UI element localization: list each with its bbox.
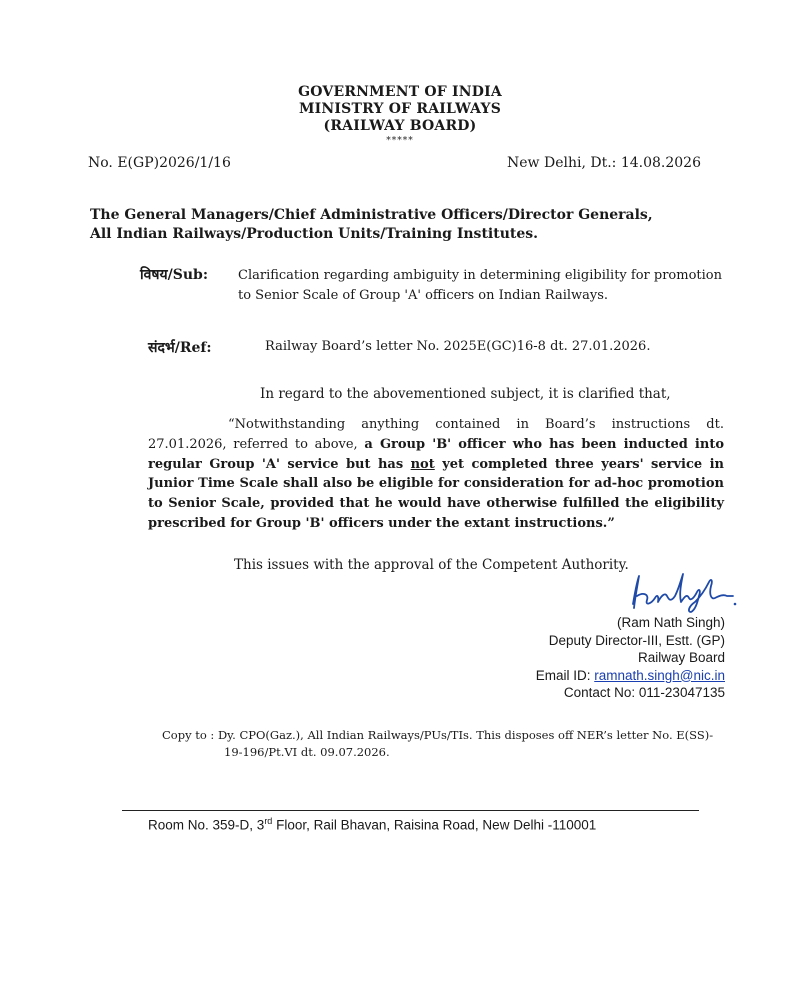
copy-to [162,727,772,761]
footer-sup: rd [264,816,273,826]
footer-part-2: Floor, Rail Bhavan, Raisina Road, New Delhi -110001 [272,817,597,833]
handwritten-signature [625,566,745,616]
copy-to-line-2: 19-196/Pt.VI dt. 09.07.2026. [224,745,390,759]
footer-address [148,816,596,833]
place-date: New Delhi, Dt.: 14.08.2026 [507,155,701,171]
signatory-name: (Ram Nath Singh) [616,615,725,630]
subject-text: Clarification regarding ambiguity in determining eligibility for promotion to Senior Scale of Group 'A' officers on Indian Railways. [238,268,722,303]
signatory-contact: Contact No: 011-23047135 [563,685,725,700]
quote-text-plain: “Notwithstanding anything contained in Board’s instructions dt. 27.01.2026, referred to above, [148,417,724,452]
footer-divider [122,810,699,811]
header-government: GOVERNMENT OF INDIA [298,84,502,100]
letter-number: No. E(GP)2026/1/16 [88,155,231,171]
signatory-designation: Deputy Director-III, Estt. (GP) [548,632,725,648]
signatory-email-row [536,667,725,685]
approval-line: This issues with the approval of the Competent Authority. [234,557,629,573]
quote-text-not: not [410,456,435,472]
intro-paragraph: In regard to the abovementioned subject, it is clarified that, [260,386,671,402]
header-board: (RAILWAY BOARD) [323,118,477,134]
reference-label: संदर्भ/Ref: [148,340,212,356]
signatory-office: Railway Board [637,650,725,665]
quote-text-bold-1: a Group 'B' officer who has been inducted into regular Group 'A' service but has [148,436,724,472]
clarification-quote [148,415,724,534]
addressee-line-2: All Indian Railways/Production Units/Training Institutes. [90,226,538,242]
signature-block [536,614,725,702]
email-link[interactable]: ramnath.singh@nic.in [594,667,725,683]
quote-text-bold-2: yet completed three years' service in Junior Time Scale shall also be eligible for consideration for ad-hoc promotion to Senior Scale, provided that he would have otherwise fulfilled the eligibility prescribed for Group 'B' officers under the extant instructions.” [148,456,724,531]
footer-part-1: Room No. 359-D, 3 [148,817,265,833]
reference-text: Railway Board’s letter No. 2025E(GC)16-8 dt. 27.01.2026. [265,339,651,354]
addressee [90,206,740,244]
header-stars: ***** [386,136,414,146]
copy-to-line-1: Copy to : Dy. CPO(Gaz.), All Indian Railways/PUs/TIs. This disposes off NER’s letter No. E(SS)- [162,728,714,742]
addressee-line-1: The General Managers/Chief Administrative Officers/Director Generals, [90,207,653,223]
email-label: Email ID: [535,667,595,683]
header-ministry: MINISTRY OF RAILWAYS [298,101,502,117]
subject-label: विषय/Sub: [140,267,208,283]
